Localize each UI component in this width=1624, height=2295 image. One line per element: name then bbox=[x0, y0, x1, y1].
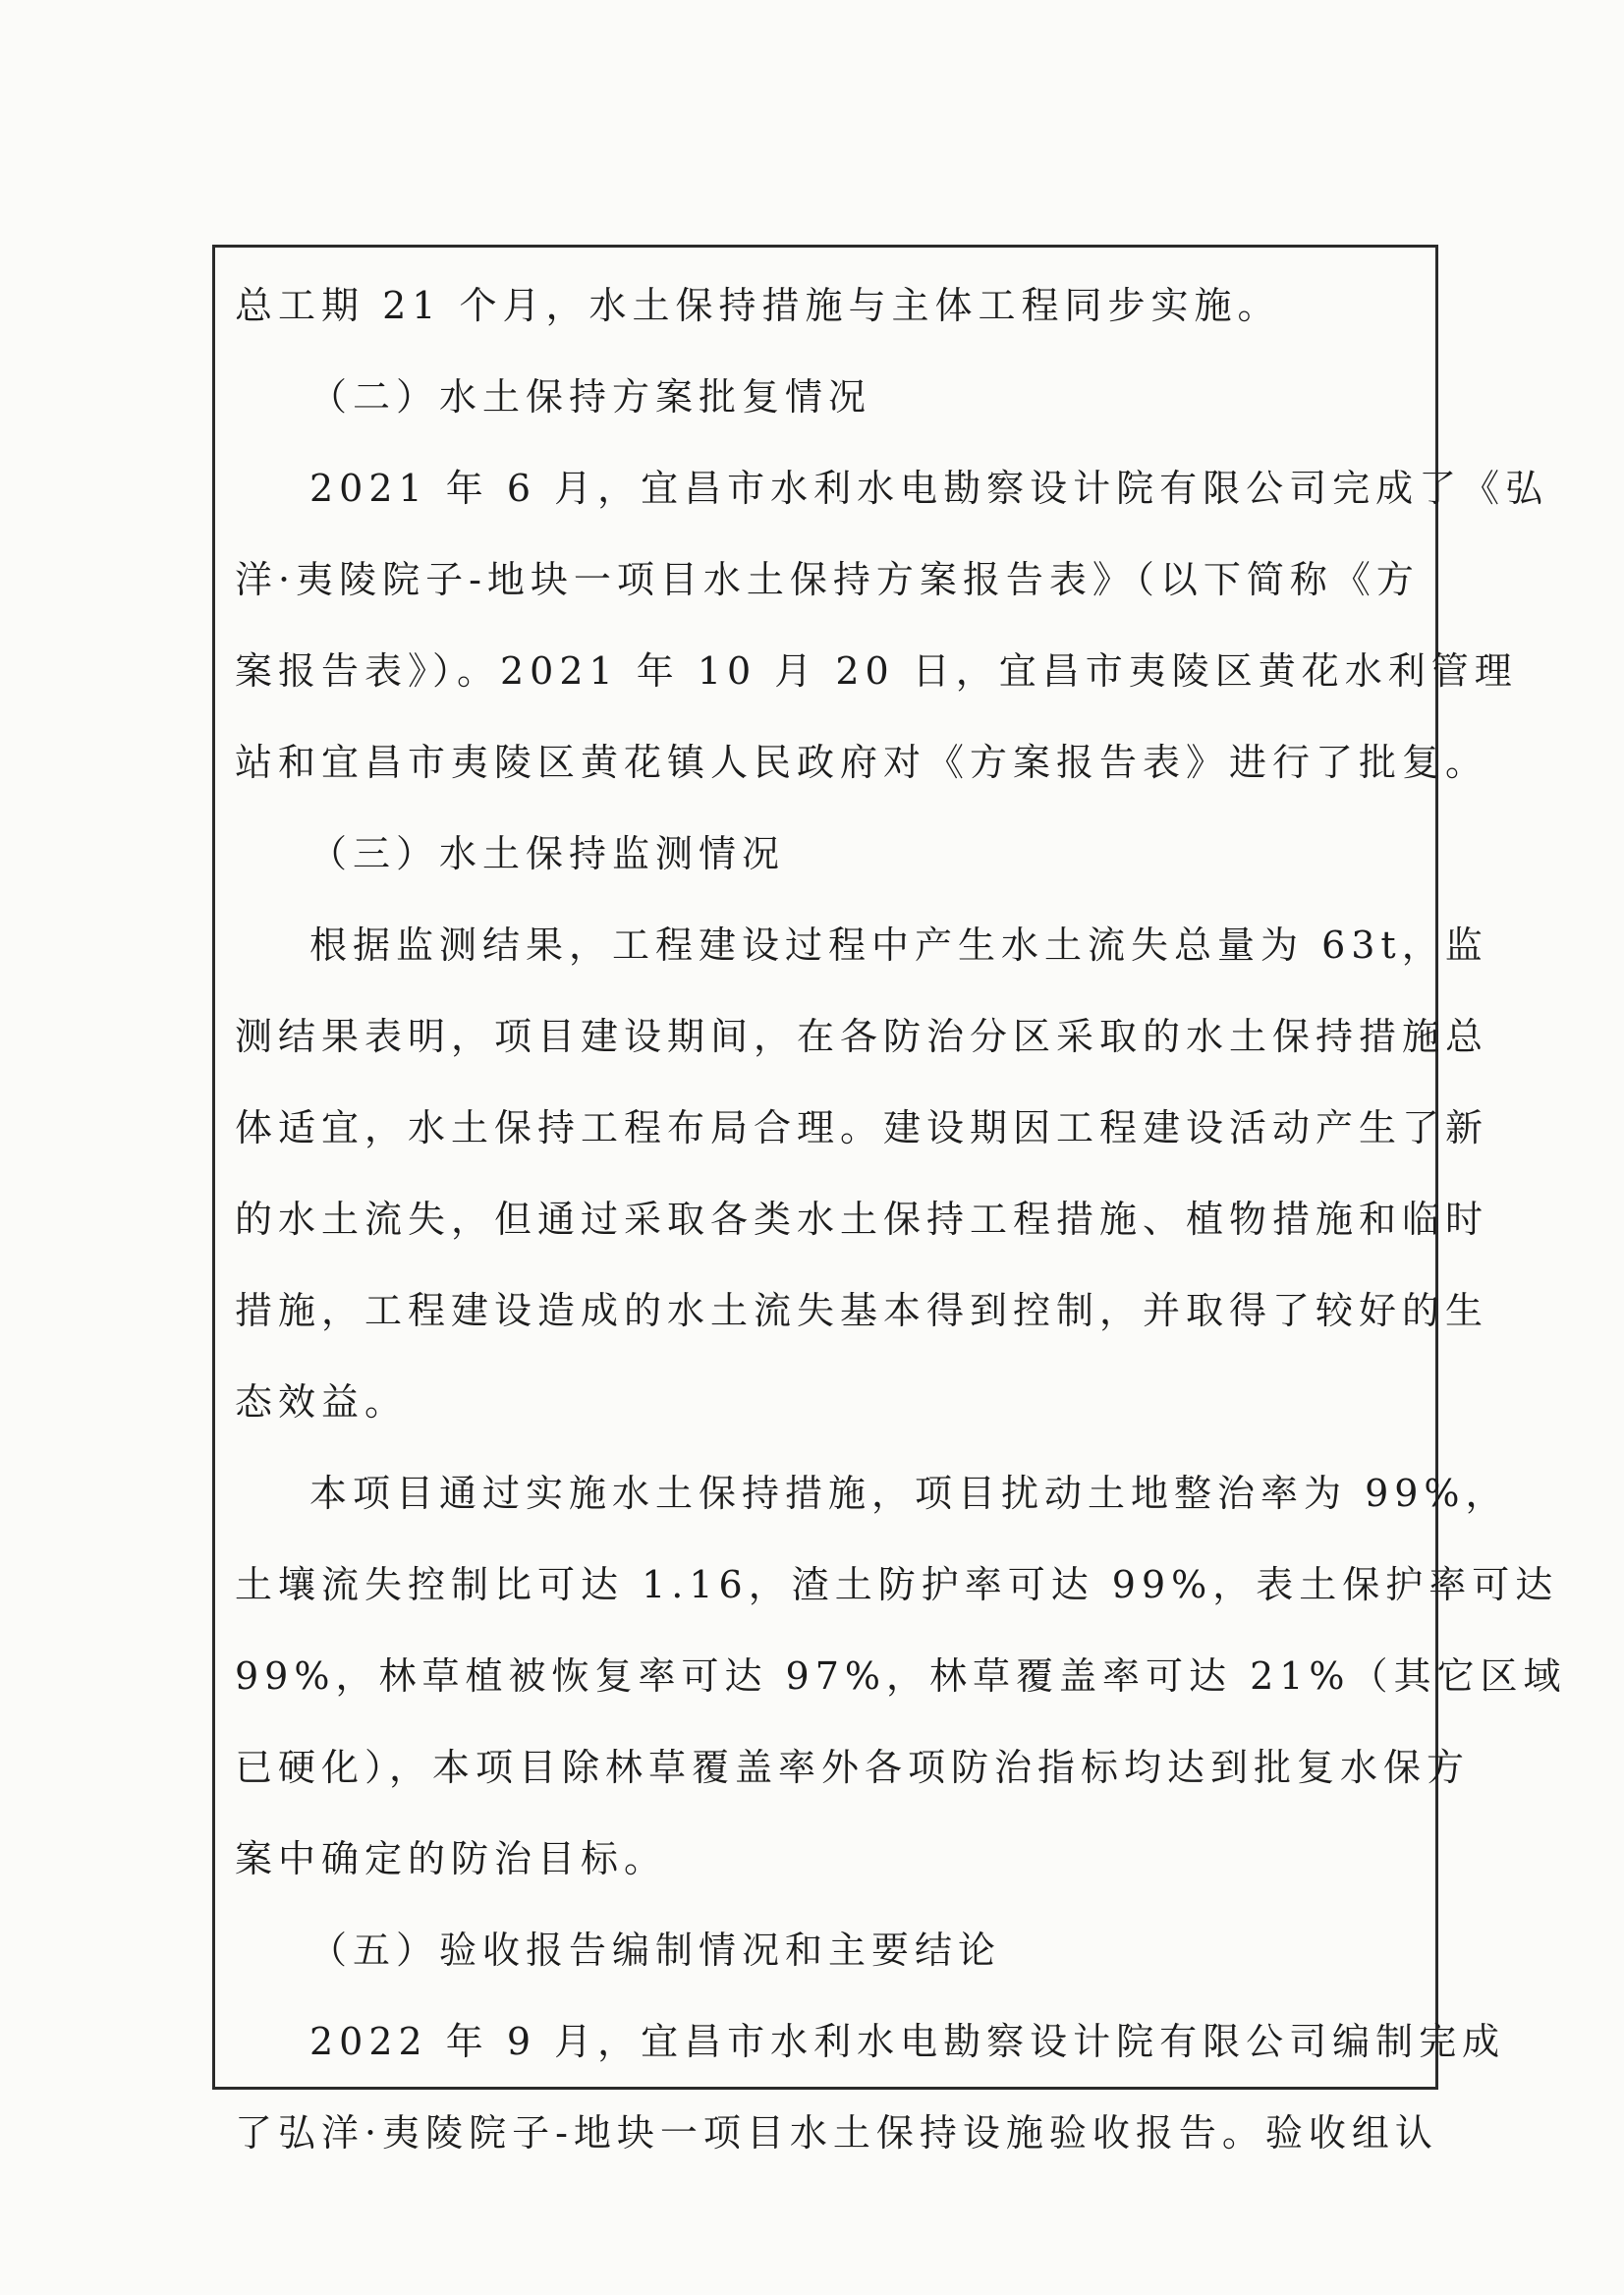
text-line: 已硬化），本项目除林草覆盖率外各项防治指标均达到批复水保方 bbox=[235, 1746, 1471, 1789]
text-line: 措施，工程建设造成的水土流失基本得到控制，并取得了较好的生 bbox=[235, 1289, 1489, 1332]
text-line: 的水土流失，但通过采取各类水土保持工程措施、植物措施和临时 bbox=[235, 1198, 1489, 1241]
text-line: 态效益。 bbox=[235, 1380, 409, 1424]
text-line: 99%，林草植被恢复率可达 97%，林草覆盖率可达 21%（其它区域 bbox=[235, 1654, 1567, 1698]
text-line: 2021 年 6 月，宜昌市水利水电勘察设计院有限公司完成了《弘 bbox=[309, 467, 1549, 510]
text-line: （二）水土保持方案批复情况 bbox=[309, 375, 872, 419]
text-line: （五）验收报告编制情况和主要结论 bbox=[309, 1929, 1002, 1972]
page-frame bbox=[212, 245, 1567, 2155]
text-line: 案中确定的防治目标。 bbox=[235, 1837, 668, 1880]
text-line: 2022 年 9 月，宜昌市水利水电勘察设计院有限公司编制完成 bbox=[309, 2020, 1506, 2063]
text-line: 案报告表》）。2021 年 10 月 20 日，宜昌市夷陵区黄花水利管理 bbox=[235, 649, 1518, 693]
text-line: 了弘洋·夷陵院子-地块一项目水土保持设施验收报告。验收组认 bbox=[235, 2111, 1438, 2155]
text-line: 洋·夷陵院子-地块一项目水土保持方案报告表》（以下简称《方 bbox=[235, 558, 1420, 601]
body-text bbox=[235, 275, 1567, 2194]
text-line: 体适宜，水土保持工程布局合理。建设期因工程建设活动产生了新 bbox=[235, 1106, 1489, 1149]
text-line: （三）水土保持监测情况 bbox=[309, 832, 786, 875]
text-line: 站和宜昌市夷陵区黄花镇人民政府对《方案报告表》进行了批复。 bbox=[235, 741, 1489, 784]
text-line: 总工期 21 个月，水土保持措施与主体工程同步实施。 bbox=[235, 284, 1281, 327]
text-line: 土壤流失控制比可达 1.16，渣土防护率可达 99%，表土保护率可达 bbox=[235, 1563, 1559, 1606]
text-line: 根据监测结果，工程建设过程中产生水土流失总量为 63t，监 bbox=[309, 924, 1488, 967]
text-line: 本项目通过实施水土保持措施，项目扰动土地整治率为 99%， bbox=[309, 1472, 1509, 1515]
text-line: 测结果表明，项目建设期间，在各防治分区采取的水土保持措施总 bbox=[235, 1015, 1489, 1058]
